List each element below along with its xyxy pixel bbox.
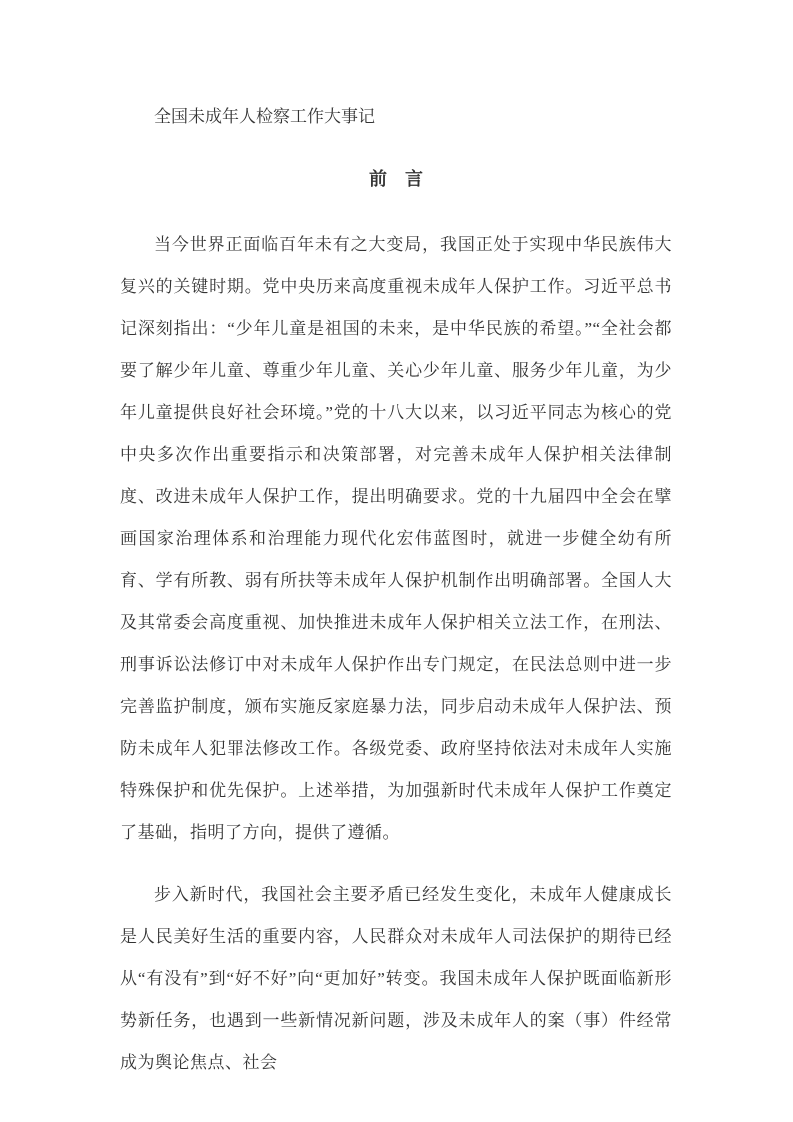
document-title: 全国未成年人检察工作大事记 bbox=[154, 107, 375, 126]
preface-heading: 前 言 bbox=[369, 169, 423, 189]
paragraph-1: 当今世界正面临百年未有之大变局，我国正处于实现中华民族伟大复兴的关键时期。党中央历来高度重视未成年人保护工作。习近平总书记深刻指出：“少年儿童是祖国的未来，是中华民族的希望。”“全社会都要了解少年儿童、尊重少年儿童、关心少年儿童、服务少年儿童，为少年儿童提供良好社会环境。”党的十八大以来，以习近平同志为核心的党中央多次作出重要指示和决策部署，对完善未成年人保护相关法律制度、改进未成年人保护工作，提出明确要求。党的十九届四中全会在擘画国家治理体系和治理能力现代化宏伟蓝图时，就进一步健全幼有所育、学有所教、弱有所扶等未成年人保护机制作出明确部署。全国人大及其常委会高度重视、加快推进未成年人保护相关立法工作，在刑法、刑事诉讼法修订中对未成年人保护作出专门规定，在民法总则中进一步完善监护制度，颁布实施反家庭暴力法，同步启动未成年人保护法、预防未成年人犯罪法修改工作。各级党委、政府坚持依法对未成年人实施特殊保护和优先保护。上述举措，为加强新时代未成年人保护工作奠定了基础，指明了方向，提供了遵循。 bbox=[120, 235, 672, 842]
paragraph-2: 步入新时代，我国社会主要矛盾已经发生变化，未成年人健康成长是人民美好生活的重要内容，人民群众对未成年人司法保护的期待已经从“有没有”到“好不好”向“更加好”转变。我国未成年人保护既面临新形势新任务，也遇到一些新情况新问题，涉及未成年人的案（事）件经常成为舆论焦点、社会 bbox=[120, 885, 672, 1072]
